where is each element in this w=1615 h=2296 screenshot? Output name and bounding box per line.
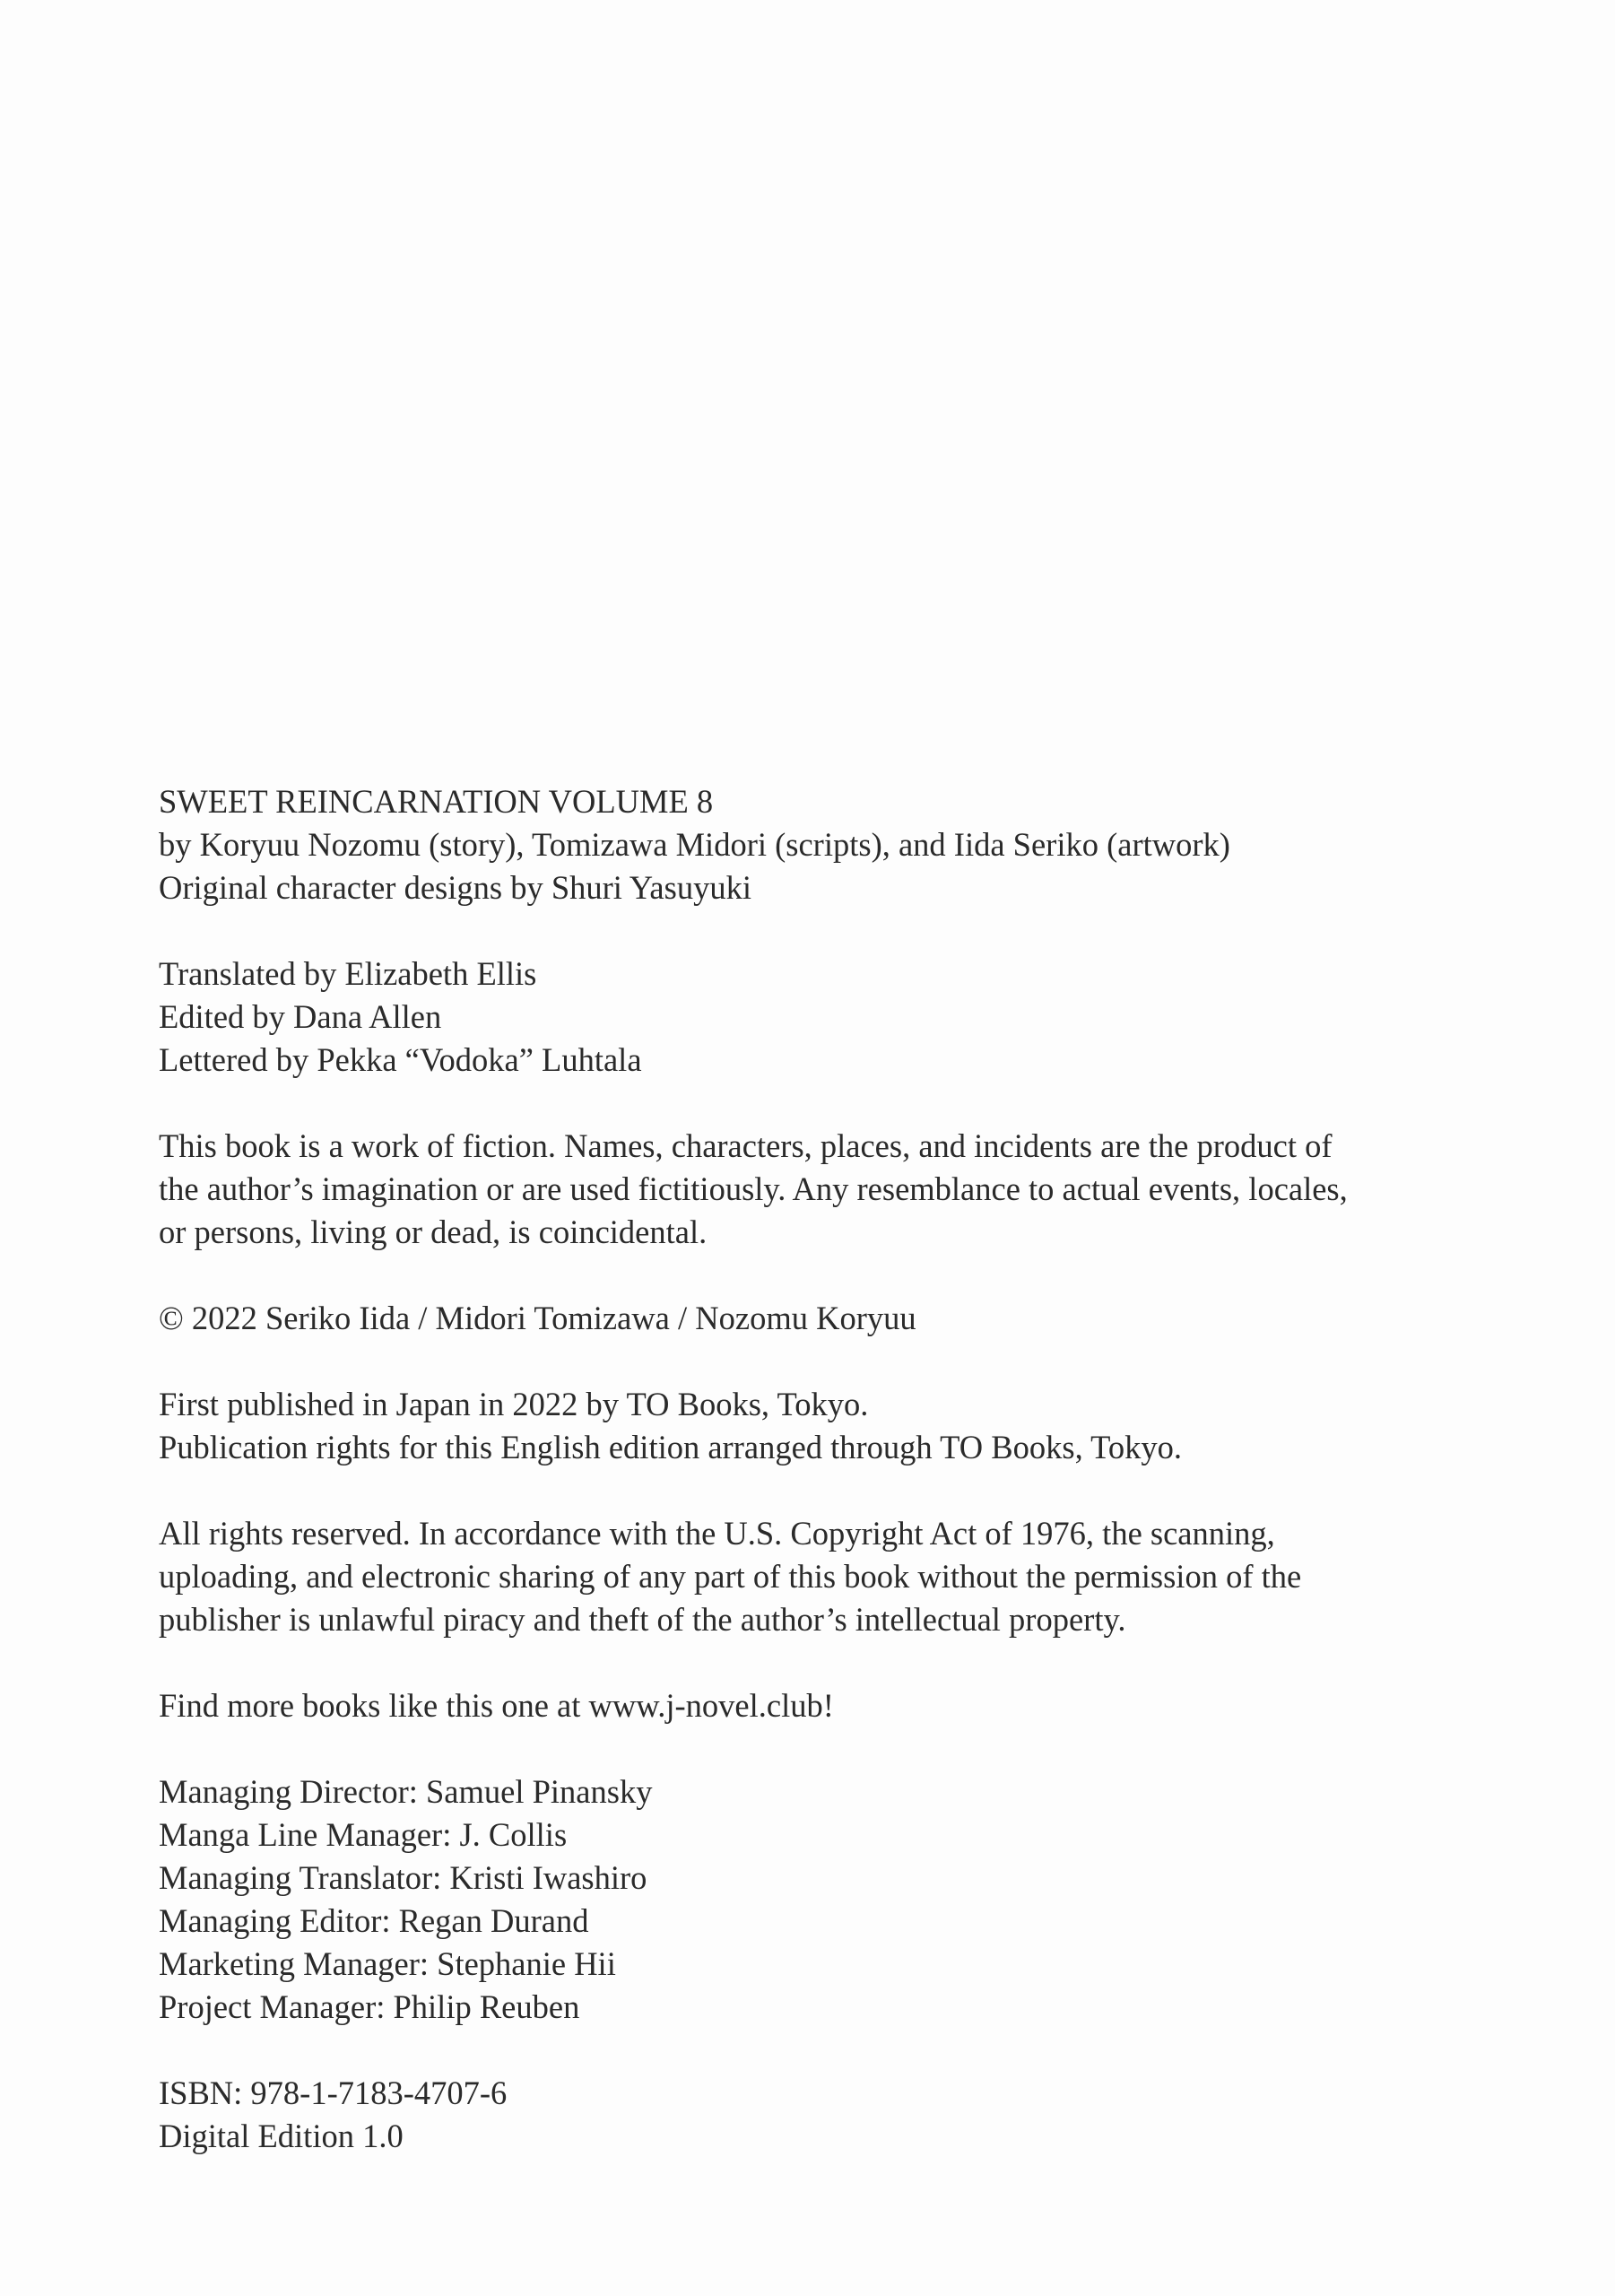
managing-director-credit: Managing Director: Samuel Pinansky	[159, 1773, 653, 1810]
translator-credit: Translated by Elizabeth Ellis	[159, 955, 537, 992]
promo-block	[159, 1684, 1522, 1727]
rights-line: uploading, and electronic sharing of any part of this book without the permission of the	[159, 1558, 1302, 1595]
book-title: SWEET REINCARNATION VOLUME 8	[159, 783, 714, 820]
editor-credit: Edited by Dana Allen	[159, 998, 442, 1035]
copyright-line: © 2022 Seriko Iida / Midori Tomizawa / Nozomu Koryuu	[159, 1300, 916, 1336]
managing-editor-credit: Managing Editor: Regan Durand	[159, 1902, 589, 1939]
promo-line: Find more books like this one at www.j-novel.club!	[159, 1687, 834, 1724]
edition-info	[159, 2072, 1522, 2158]
title-block	[159, 780, 1522, 909]
staff-block	[159, 952, 1522, 1082]
manga-line-manager-credit: Manga Line Manager: J. Collis	[159, 1816, 568, 1853]
disclaimer-line: or persons, living or dead, is coincidental.	[159, 1213, 708, 1250]
rights-notice	[159, 1512, 1522, 1641]
publication-rights-line: Publication rights for this English edition arranged through TO Books, Tokyo.	[159, 1429, 1183, 1465]
copyright-notice	[159, 1297, 1522, 1340]
project-manager-credit: Project Manager: Philip Reuben	[159, 1988, 580, 2025]
publication-info	[159, 1383, 1522, 1469]
edition-version: Digital Edition 1.0	[159, 2118, 404, 2154]
disclaimer-line: This book is a work of fiction. Names, characters, places, and incidents are the product of	[159, 1127, 1333, 1164]
rights-line: publisher is unlawful piracy and theft of the author’s intellectual property.	[159, 1601, 1126, 1638]
author-credits: by Koryuu Nozomu (story), Tomizawa Midori (scripts), and Iida Seriko (artwork)	[159, 826, 1230, 863]
first-published-line: First published in Japan in 2022 by TO Books, Tokyo.	[159, 1386, 869, 1422]
copyright-page	[159, 780, 1522, 2158]
fiction-disclaimer	[159, 1125, 1522, 1254]
marketing-manager-credit: Marketing Manager: Stephanie Hii	[159, 1945, 616, 1982]
character-design-credit: Original character designs by Shuri Yasuyuki	[159, 869, 751, 906]
letterer-credit: Lettered by Pekka “Vodoka” Luhtala	[159, 1041, 642, 1078]
rights-line: All rights reserved. In accordance with the U.S. Copyright Act of 1976, the scanning,	[159, 1515, 1275, 1552]
managing-translator-credit: Managing Translator: Kristi Iwashiro	[159, 1859, 647, 1896]
management-credits	[159, 1770, 1522, 2029]
isbn: ISBN: 978-1-7183-4707-6	[159, 2074, 508, 2111]
disclaimer-line: the author’s imagination or are used fictitiously. Any resemblance to actual events, locales,	[159, 1170, 1348, 1207]
